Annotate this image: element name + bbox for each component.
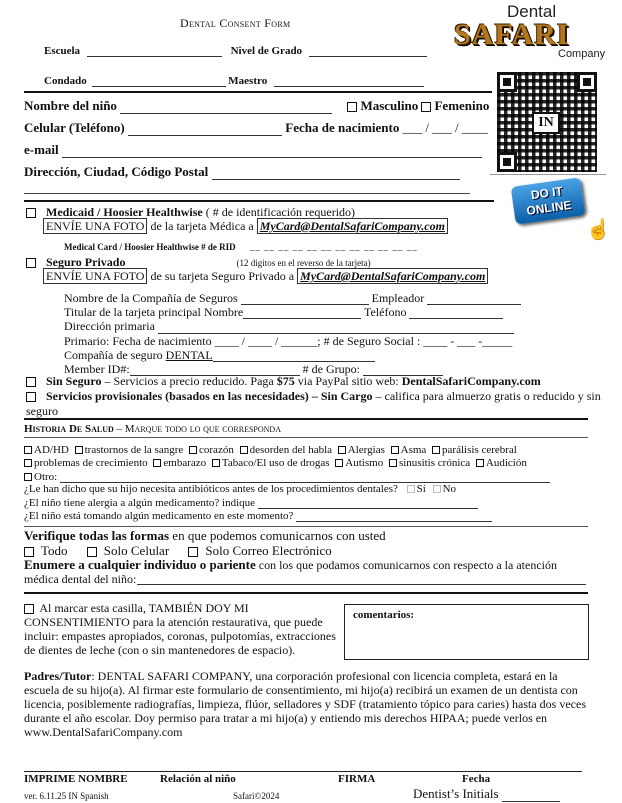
version-label: ver. 6.11.25 IN Spanish	[24, 791, 109, 801]
address-field[interactable]	[212, 167, 460, 180]
dental-word: DENTAL	[165, 347, 213, 362]
child-name-label: Nombre del niño	[24, 98, 117, 113]
print-name-label: IMPRIME NOMBRE	[24, 773, 128, 785]
no-insurance-text2: via PayPal sitio web:	[297, 374, 399, 388]
child-name-field[interactable]	[120, 101, 332, 114]
allergy-question: ¿El niño tiene alergia a algún medicamento? indique	[24, 497, 256, 509]
dob-label: Fecha de nacimiento	[285, 120, 400, 135]
email-field[interactable]	[62, 145, 482, 158]
provisional-label: Servicios provisionales (basados en las necesidades)	[46, 389, 309, 403]
speech-checkbox[interactable]	[240, 446, 248, 454]
employer-field[interactable]	[427, 292, 521, 305]
list-contacts-title: Enumere a cualquier individuo o pariente	[24, 557, 256, 572]
county-field[interactable]	[92, 74, 226, 87]
hearing-label: Audición	[485, 457, 527, 469]
private-label: Seguro Privado	[46, 255, 126, 269]
asthma-label: Asma	[400, 444, 427, 456]
pregnancy-label: embarazo	[163, 457, 207, 469]
private-hint: (12 digitos en el reverso de la tarjeta)	[236, 258, 371, 268]
health-title: Historia De Salud	[24, 423, 114, 435]
primary-dob-field[interactable]: ____ / ____ / ______	[214, 333, 318, 348]
contact-all-checkbox[interactable]	[24, 547, 34, 557]
primary-dob-label: Primario: Fecha de nacimiento	[64, 333, 212, 348]
sinusitis-label: sinusitis crónica	[398, 457, 471, 469]
other-checkbox[interactable]	[24, 473, 32, 481]
no-insurance-text: – Servicios a precio reducido. Paga	[104, 374, 274, 388]
adhd-checkbox[interactable]	[24, 446, 32, 454]
contact-email-checkbox[interactable]	[188, 547, 198, 557]
qr-state-badge: IN	[532, 112, 560, 134]
email-label: e-mail	[24, 142, 59, 157]
logo-dental: Dental	[507, 2, 557, 21]
other-label: Otro:	[34, 471, 58, 483]
no-charge-text: – califica para almuerzo gratis o reducido y sin seguro	[26, 389, 601, 418]
verify-title: Verifique todas las formas	[24, 528, 170, 543]
card-holder-field[interactable]	[243, 306, 361, 319]
cerebral-palsy-checkbox[interactable]	[432, 446, 440, 454]
restorative-text: Al marcar esta casilla, TAMBIÉN DOY MI CONSENTIMIENTO para la atención restaurativa, que puede incluir: empastes apropiados, coronas, pulpotomías, extracciones de dientes de leche (con o sin mantenedores de espacio).	[24, 601, 336, 657]
form-title: Dental Consent Form	[180, 16, 291, 30]
female-checkbox[interactable]	[421, 102, 431, 112]
relation-label: Relación al niño	[160, 773, 236, 785]
medicaid-checkbox[interactable]	[26, 208, 36, 218]
phone-field[interactable]	[128, 123, 282, 136]
no-insurance-label: Sin Seguro	[46, 374, 102, 388]
qr-code[interactable]	[497, 72, 597, 172]
provisional-checkbox[interactable]	[26, 392, 36, 402]
other-field[interactable]	[60, 470, 550, 483]
medicaid-send-photo: ENVÍE UNA FOTO	[43, 218, 147, 234]
grade-field[interactable]	[309, 44, 427, 57]
do-it-online-label: DO IT ONLINE	[525, 183, 573, 219]
antibiotics-yes-label: Sí	[416, 483, 426, 495]
restorative-checkbox[interactable]	[24, 604, 34, 614]
teacher-label: Maestro	[228, 75, 268, 87]
phone-label: Celular (Teléfono)	[24, 120, 125, 135]
comments-box[interactable]	[344, 604, 589, 660]
teacher-field[interactable]	[274, 74, 424, 87]
grade-label: Nivel de Grado	[230, 45, 303, 57]
heart-checkbox[interactable]	[189, 446, 197, 454]
primary-address-label: Dirección primaria	[64, 319, 155, 334]
contact-cell-label: Solo Celular	[103, 543, 170, 558]
logo-company: Company	[558, 48, 606, 60]
private-email-link[interactable]: MyCard@DentalSafariCompany.com	[297, 268, 488, 284]
allergies-label: Alergias	[347, 444, 385, 456]
antibiotics-question: ¿Le han dicho que su hijo necesita antibióticos antes de los procedimientos dentales?	[24, 483, 398, 495]
meds-question: ¿El niño está tomando algún medicamento en este momento?	[24, 510, 294, 522]
employer-label: Empleador	[371, 291, 425, 305]
consent-text: : DENTAL SAFARI COMPANY, una corporación profesional con licencia completa, estará en la escuela de su hijo(a). Al firmar este formulario de consentimiento, mi hijo(a) recibirá un examen de un dentista con licencia, posiblemente radiografías, limpieza, flúor, selladores y SDF (tratamiento tópico para caries) hasta dos veces durante el año escolar. Doy permiso para tratar a mi hijo(a) y entiendo mis derechos HIPAA; puede verlos en www.DentalSafariCompany.com	[24, 669, 586, 739]
rid-field[interactable]: __ __ __ __ __ __ __ __ __ __ __ __	[249, 242, 418, 252]
do-it-online-button[interactable]	[511, 177, 586, 224]
adhd-label: AD/HD	[34, 444, 69, 456]
ins-company-field[interactable]	[241, 292, 369, 305]
allergies-checkbox[interactable]	[338, 446, 346, 454]
female-label: Femenino	[434, 98, 490, 113]
signature-label: FIRMA	[338, 773, 376, 785]
no-insurance-checkbox[interactable]	[26, 377, 36, 387]
growth-label: problemas de crecimiento	[34, 457, 148, 469]
growth-checkbox[interactable]	[24, 459, 32, 467]
private-send-photo: ENVÍE UNA FOTO	[43, 268, 147, 284]
ssn-field[interactable]: ____ - ___ -_____	[423, 333, 513, 348]
pointer-hand-icon: ☝	[586, 219, 611, 241]
company-logo	[452, 2, 608, 60]
ins-company-label: Nombre de la Compañía de Seguros	[64, 291, 238, 305]
school-field[interactable]	[87, 44, 222, 57]
blood-checkbox[interactable]	[75, 446, 83, 454]
antibiotics-no-label: No	[442, 483, 457, 495]
copyright-label: Safari©2024	[233, 791, 280, 801]
contact-all-label: Todo	[41, 543, 68, 558]
holder-phone-field[interactable]	[409, 306, 503, 319]
asthma-checkbox[interactable]	[391, 446, 399, 454]
hearing-checkbox[interactable]	[476, 459, 484, 467]
medicaid-note: ( # de identificación requerido)	[205, 205, 356, 219]
holder-phone-label: Teléfono	[363, 305, 407, 320]
speech-label: desorden del habla	[249, 444, 333, 456]
blood-label: trastornos de la sangre	[84, 444, 184, 456]
autism-label: Autismo	[345, 457, 384, 469]
autism-checkbox[interactable]	[335, 459, 343, 467]
rid-label: Medical Card / Hoosier Healthwise # de RID	[64, 242, 236, 252]
ssn-label: ; # de Seguro Social :	[317, 333, 421, 348]
list-contacts-text: con los que podamos comunicarnos con respecto a la atención médica dental del niño:	[24, 558, 557, 586]
no-insurance-price: $75	[276, 374, 295, 388]
county-teacher-row	[44, 74, 444, 87]
medicaid-send-text: de la tarjeta Médica a	[150, 219, 254, 233]
member-id-label: Member ID#:	[64, 362, 130, 377]
allergy-field[interactable]	[258, 496, 478, 509]
health-subtitle: – Marque todo lo que corresponda	[116, 423, 281, 435]
school-label: Escuela	[44, 45, 81, 57]
health-row-1	[24, 444, 517, 456]
tobacco-label: Tabaco/El uso de drogas	[221, 457, 330, 469]
school-grade-row	[44, 44, 444, 57]
dental-company-field[interactable]	[213, 349, 375, 362]
medicaid-label: Medicaid / Hoosier Healthwise	[46, 205, 203, 219]
male-checkbox[interactable]	[347, 102, 357, 112]
contact-email-label: Solo Correo Electrónico	[205, 543, 332, 558]
health-row-2	[24, 457, 527, 469]
sinusitis-checkbox[interactable]	[389, 459, 397, 467]
meds-field[interactable]	[296, 509, 492, 522]
contact-cell-checkbox[interactable]	[87, 547, 97, 557]
no-charge-label: – Sin Cargo	[311, 389, 373, 403]
medicaid-email-link[interactable]: MyCard@DentalSafariCompany.com	[257, 218, 448, 234]
cerebral-palsy-label: parálisis cerebral	[442, 444, 517, 456]
private-checkbox[interactable]	[26, 258, 36, 268]
logo-safari: SAFARI	[454, 18, 570, 51]
date-label: Fecha	[462, 773, 491, 785]
antibiotics-yes-checkbox[interactable]	[407, 485, 415, 493]
card-holder-label: Titular de la tarjeta principal Nombre	[64, 305, 244, 320]
primary-address-field[interactable]	[158, 321, 514, 334]
private-send-text: de su tarjeta Seguro Privado a	[150, 269, 295, 283]
dentist-initials-label: Dentist’s Initials	[413, 786, 499, 801]
consent-lead: Padres/Tutor	[24, 669, 92, 683]
heart-label: corazón	[199, 444, 234, 456]
group-label: # de Grupo:	[302, 362, 360, 377]
antibiotics-no-checkbox[interactable]	[433, 485, 441, 493]
comments-label: comentarios:	[353, 609, 415, 621]
dentist-initials-field[interactable]	[502, 789, 560, 802]
verify-text: en que podemos comunicarnos con usted	[172, 528, 386, 543]
male-label: Masculino	[360, 98, 419, 113]
dob-field[interactable]: ___ / ___ / ____	[402, 120, 488, 135]
website-link[interactable]: DentalSafariCompany.com	[401, 374, 541, 388]
address-label: Dirección, Ciudad, Código Postal	[24, 164, 209, 179]
dental-company-label: Compañía de seguro	[64, 347, 163, 362]
tobacco-checkbox[interactable]	[212, 459, 220, 467]
pregnancy-checkbox[interactable]	[153, 459, 161, 467]
county-label: Condado	[44, 75, 87, 87]
